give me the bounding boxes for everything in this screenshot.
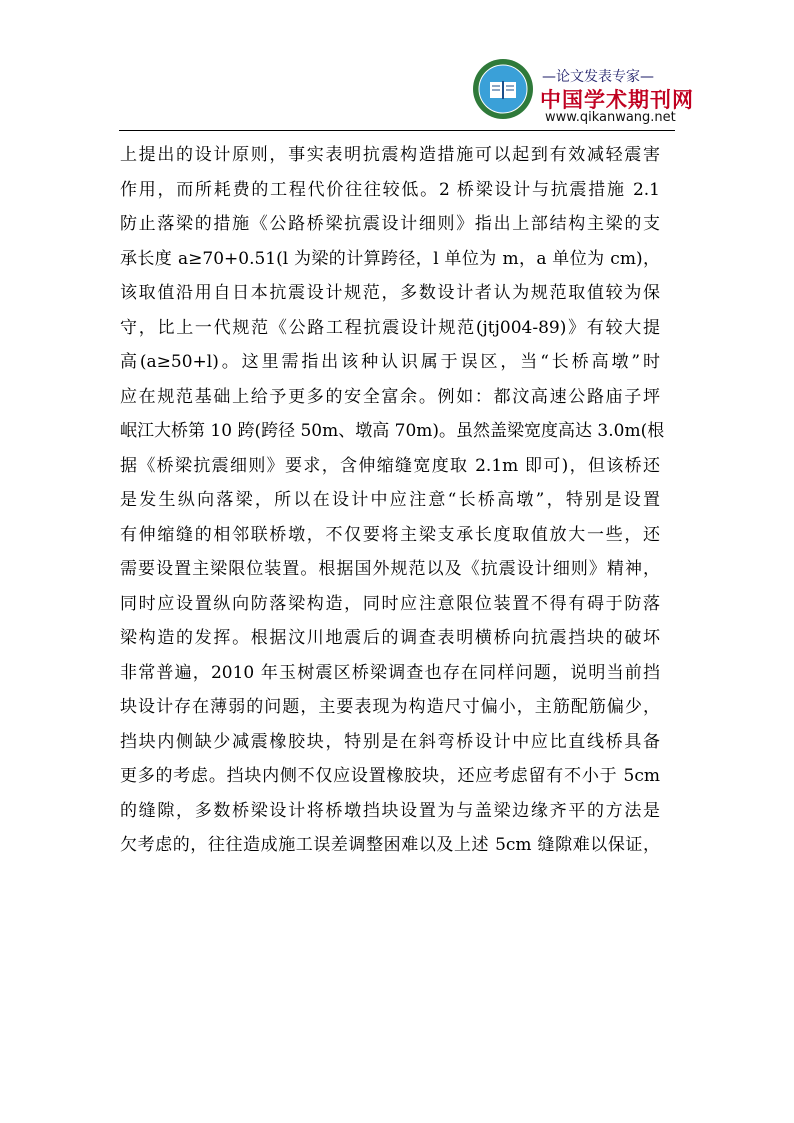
- body-line: 守，比上一代规范《公路工程抗震设计规范(jtj004-89)》有较大提: [120, 317, 660, 338]
- body-line: 应在规范基础上给予更多的安全富余。例如：都汶高速公路庙子坪: [120, 386, 660, 407]
- header-divider: [119, 130, 675, 131]
- body-line: 作用，而所耗费的工程代价往往较低。2 桥梁设计与抗震措施 2.1: [120, 179, 660, 200]
- body-line: 有伸缩缝的相邻联桥墩，不仅要将主梁支承长度取值放大一些，还: [120, 524, 660, 545]
- body-line: 高(a≥50+l)。这里需指出该种认识属于误区，当“长桥高墩”时: [120, 352, 660, 372]
- body-line: 岷江大桥第 10 跨(跨径 50m、墩高 70m)。虽然盖梁宽度高达 3.0m(根: [120, 421, 665, 441]
- body-line: 的缝隙，多数桥梁设计将桥墩挡块设置为与盖梁边缘齐平的方法是: [120, 800, 660, 821]
- journal-seal-icon: [472, 58, 534, 120]
- logo-url: www.qikanwang.net: [545, 110, 676, 125]
- body-line: 需要设置主梁限位装置。根据国外规范以及《抗震设计细则》精神，: [120, 559, 660, 579]
- body-line: 更多的考虑。挡块内侧不仅应设置橡胶块，还应考虑留有不小于 5cm: [120, 766, 660, 786]
- site-logo: [472, 56, 694, 128]
- body-line: 上提出的设计原则，事实表明抗震构造措施可以起到有效减轻震害: [120, 145, 660, 165]
- logo-slogan: —论文发表专家—: [542, 69, 654, 85]
- body-line: 该取值沿用自日本抗震设计规范，多数设计者认为规范取值较为保: [120, 283, 660, 303]
- article-body: [120, 138, 680, 863]
- body-line: 欠考虑的，往往造成施工误差调整困难以及上述 5cm 缝隙难以保证，: [120, 835, 660, 855]
- body-line: 块设计存在薄弱的问题，主要表现为构造尺寸偏小，主筋配筋偏少，: [120, 697, 660, 717]
- logo-brand-name: 中国学术期刊网: [540, 88, 694, 112]
- body-line: 承长度 a≥70+0.51(l 为梁的计算跨径，l 单位为 m，a 单位为 cm)，: [120, 248, 660, 269]
- body-line: 是发生纵向落梁，所以在设计中应注意“长桥高墩”，特别是设置: [120, 490, 660, 510]
- body-line: 同时应设置纵向防落梁构造，同时应注意限位装置不得有碍于防落: [120, 593, 660, 614]
- body-line: 防止落梁的措施《公路桥梁抗震设计细则》指出上部结构主梁的支: [120, 214, 660, 234]
- body-line: 非常普遍，2010 年玉树震区桥梁调查也存在同样问题，说明当前挡: [120, 662, 660, 683]
- body-line: 梁构造的发挥。根据汶川地震后的调查表明横桥向抗震挡块的破坏: [120, 628, 660, 648]
- body-line: 挡块内侧缺少减震橡胶块，特别是在斜弯桥设计中应比直线桥具备: [120, 731, 660, 752]
- body-line: 据《桥梁抗震细则》要求，含伸缩缝宽度取 2.1m 即可)，但该桥还: [120, 455, 660, 476]
